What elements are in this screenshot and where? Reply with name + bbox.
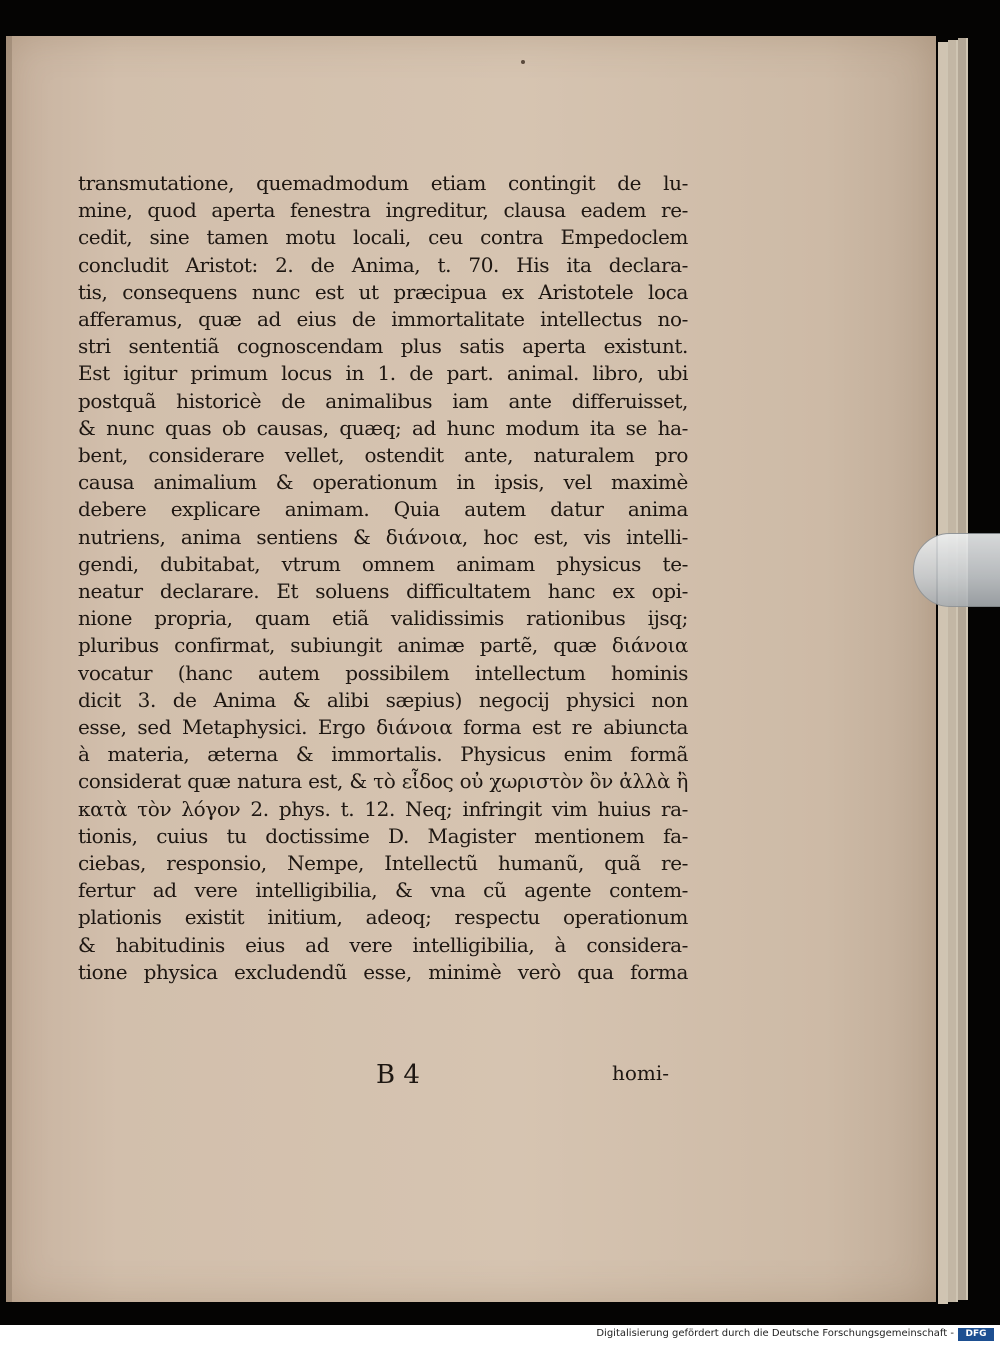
- text-line: ciebas, responsio, Nempe, Intellectũ humanũ, quã re-: [78, 851, 688, 876]
- text-line: stri sententiã cognoscendam plus satis aperta existunt.: [78, 334, 688, 359]
- text-line: Est igitur primum locus in 1. de part. animal. libro, ubi: [78, 361, 688, 386]
- text-line: considerat quæ natura est, & τὸ εἶδος οὐ χωριστὸν ὂν ἀλλὰ ἢ: [78, 769, 688, 794]
- text-line: postquã historicè de animalibus iam ante differuisset,: [78, 388, 688, 413]
- clip-icon: [913, 533, 1000, 607]
- text-line: tionis, cuius tu doctissime D. Magister mentionem fa-: [78, 823, 688, 848]
- book-page: [6, 36, 936, 1302]
- funding-credit: Digitalisierung gefördert durch die Deutsche Forschungsgemeinschaft -: [596, 1328, 954, 1339]
- page-edge: [958, 38, 968, 1300]
- text-line: causa animalium & operationum in ipsis, vel maximè: [78, 470, 688, 495]
- text-line: neatur declarare. Et soluens difficultatem hanc ex opi-: [78, 579, 688, 604]
- text-line: nione propria, quam etiã validissimis rationibus ijsq;: [78, 606, 688, 631]
- text-line: tione physica excludendũ esse, minimè verò qua forma: [78, 959, 688, 984]
- text-line: afferamus, quæ ad eius de immortalitate intellectus no-: [78, 307, 688, 332]
- text-line: debere explicare animam. Quia autem datur anima: [78, 497, 688, 522]
- text-line: gendi, dubitabat, vtrum omnem animam physicus te-: [78, 551, 688, 576]
- text-line: nutriens, anima sentiens & διάνοια, hoc est, vis intelli-: [78, 524, 688, 549]
- paper-speck: [521, 60, 525, 64]
- body-text: [78, 170, 688, 986]
- signature-mark: B 4: [376, 1060, 420, 1090]
- text-line: pluribus confirmat, subiungit animæ partẽ, quæ διάνοια: [78, 633, 688, 658]
- text-line: bent, considerare vellet, ostendit ante, naturalem pro: [78, 443, 688, 468]
- text-line: esse, sed Metaphysici. Ergo διάνοια forma est re abiuncta: [78, 715, 688, 740]
- text-line: mine, quod aperta fenestra ingreditur, clausa eadem re-: [78, 198, 688, 223]
- text-line: κατὰ τὸν λόγον 2. phys. t. 12. Neq; infringit vim huius ra-: [78, 796, 688, 821]
- text-line: à materia, æterna & immortalis. Physicus enim formã: [78, 742, 688, 767]
- text-line: plationis existit initium, adeoq; respectu operationum: [78, 905, 688, 930]
- text-line: dicit 3. de Anima & alibi sæpius) negocij physici non: [78, 687, 688, 712]
- text-line: concludit Aristot: 2. de Anima, t. 70. His ita declara-: [78, 252, 688, 277]
- text-line: tis, consequens nunc est ut præcipua ex Aristotele loca: [78, 279, 688, 304]
- page-edge: [948, 40, 958, 1302]
- dfg-logo: DFG: [958, 1328, 994, 1341]
- text-line: transmutatione, quemadmodum etiam contingit de lu-: [78, 171, 688, 195]
- text-line: & nunc quas ob causas, quæq; ad hunc modum ita se ha-: [78, 415, 688, 440]
- text-line: vocatur (hanc autem possibilem intellectum hominis: [78, 660, 688, 685]
- binding-shadow: [6, 36, 12, 1302]
- text-line: fertur ad vere intelligibilia, & vna cũ agente contem-: [78, 878, 688, 903]
- text-line: & habitudinis eius ad vere intelligibilia, à considera-: [78, 932, 688, 957]
- text-line: cedit, sine tamen motu locali, ceu contra Empedoclem: [78, 225, 688, 250]
- catchword: homi-: [612, 1061, 670, 1085]
- footer-bar: [0, 1325, 1000, 1345]
- page-edge: [938, 42, 948, 1304]
